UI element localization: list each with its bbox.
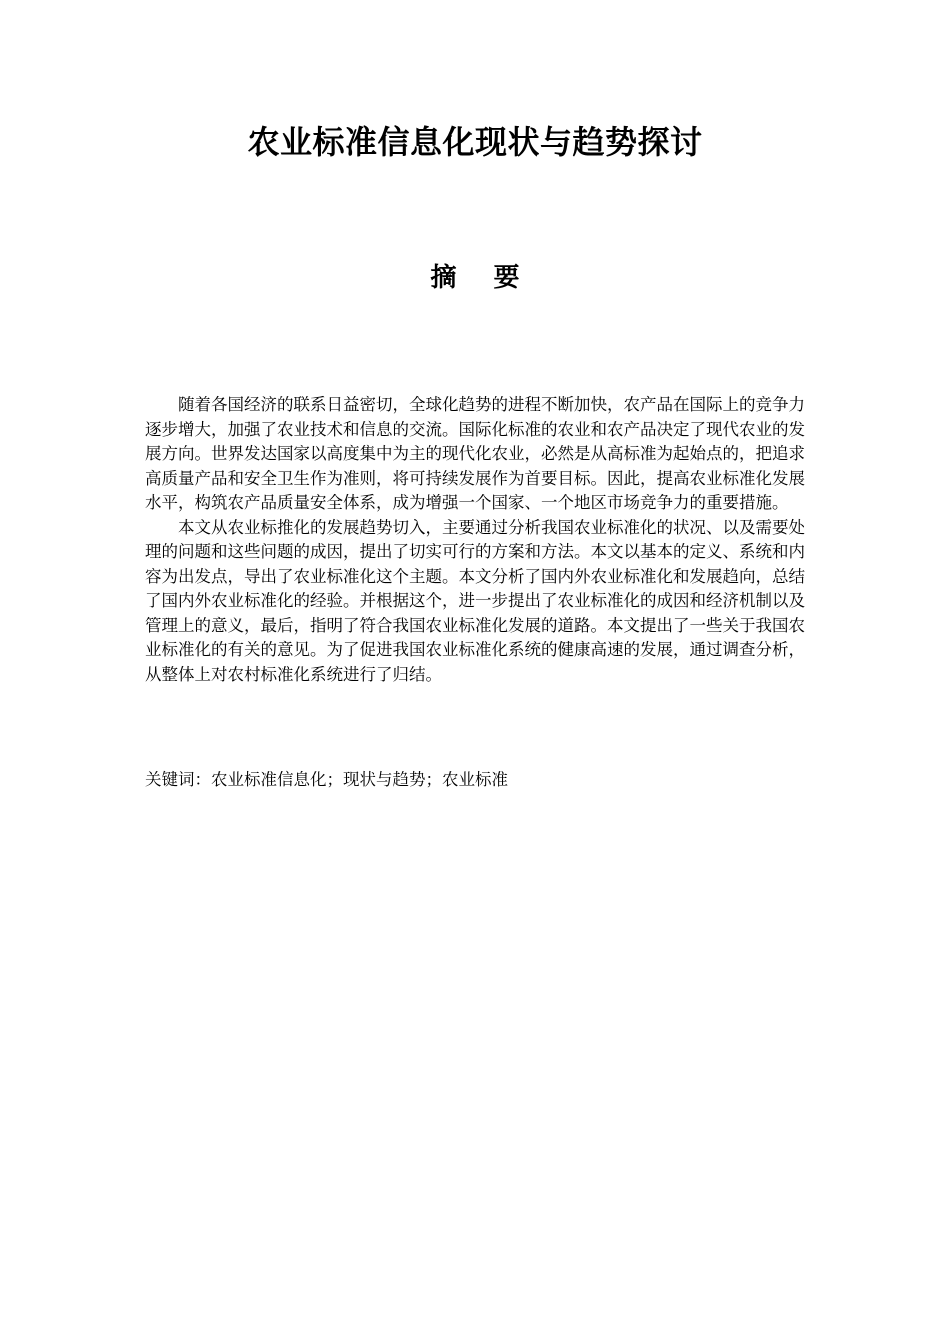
abstract-paragraph: 随着各国经济的联系日益密切，全球化趋势的进程不断加快，农产品在国际上的竞争力逐步增大，加强了农业技术和信息的交流。国际化标准的农业和农产品决定了现代农业的发展方向。世界发达国家以高度集中为主的现代化农业，必然是从高标准为起始点的，把追求高质量产品和安全卫生作为准则，将可持续发展作为首要目标。因此，提高农业标准化发展水平，构筑农产品质量安全体系，成为增强一个国家、一个地区市场竞争力的重要措施。: [145, 395, 805, 512]
keywords-line: [145, 768, 805, 792]
document-title: 农业标准信息化现状与趋势探讨: [247, 123, 703, 161]
abstract-body: [145, 393, 805, 687]
keywords-value: 农业标准信息化；现状与趋势；农业标准: [211, 770, 508, 789]
keywords-label: 关键词：: [145, 770, 211, 789]
abstract-heading: 摘 要: [430, 263, 534, 293]
abstract-paragraph: 本文从农业标推化的发展趋势切入，主要通过分析我国农业标准化的状况、以及需要处理的问题和这些问题的成因，提出了切实可行的方案和方法。本文以基本的定义、系统和内容为出发点，导出了农业标准化这个主题。本文分析了国内外农业标准化和发展趋向，总结了国内外农业标准化的经验。并根据这个，进一步提出了农业标准化的成因和经济机制以及管理上的意义，最后，指明了符合我国农业标准化发展的道路。本文提出了一些关于我国农业标准化的有关的意见。为了促进我国农业标准化系统的健康高速的发展，通过调查分析，从整体上对农村标准化系统进行了归结。: [145, 517, 805, 684]
